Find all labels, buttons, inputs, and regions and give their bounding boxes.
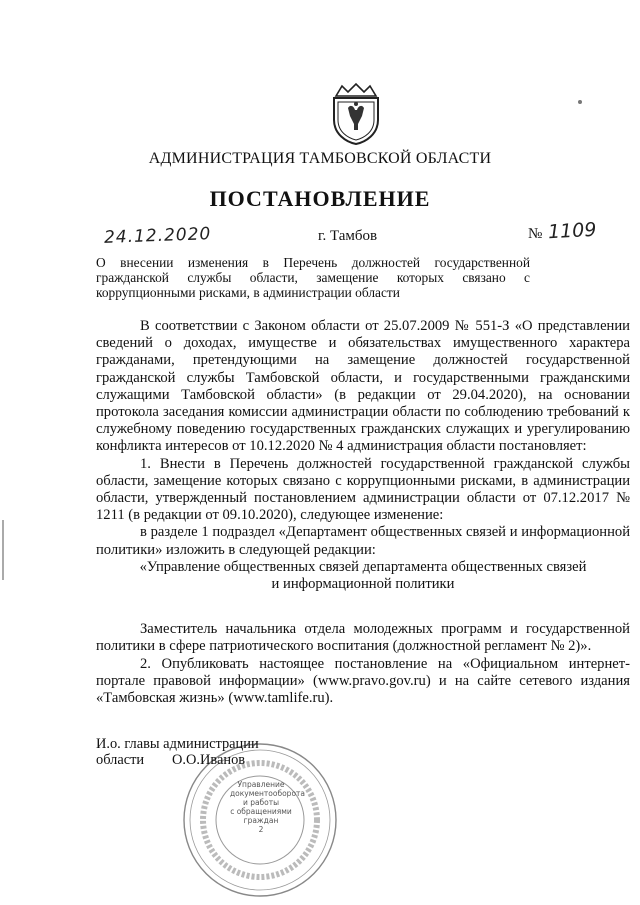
document-type-title: ПОСТАНОВЛЕНИЕ [209, 186, 431, 211]
item-2-paragraph: 2. Опубликовать настоящее постановление на «Официальном интернет-портале правовой информации» (www.pravo.gov.ru) и на сайте сетевого издания «Тамбовская жизнь» (www.tamlife.ru). [96, 655, 630, 707]
quote-heading-line-2: и информационной политики [271, 576, 455, 593]
quote-heading-line-1: «Управление общественных связей департамента общественных связей [139, 558, 587, 575]
document-number: 1109 [547, 218, 597, 244]
coat-of-arms-emblem [328, 82, 384, 146]
document-city: г. Тамбов [318, 228, 378, 244]
document-number-label: № [528, 226, 543, 242]
signature-title-line-2: области [96, 752, 145, 768]
document-date: 24.12.2020 [103, 224, 212, 248]
signatory-name: О.О.Иванов [172, 752, 246, 768]
item-1-sub-paragraph: в разделе 1 подраздел «Департамент общественных связей и информационной политики» изложить в следующей редакции: [96, 524, 630, 558]
scan-artifact-dot [578, 100, 582, 104]
seal-inner-text: Управление документооборота и работы с обращениями граждан 2 [230, 780, 305, 834]
document-body [96, 318, 630, 707]
scan-artifact-edge [2, 520, 4, 580]
item-1-paragraph: 1. Внести в Перечень должностей государственной гражданской службы области, замещение которых связано с коррупционными рисками, в администрации области, утвержденный постановлением администрации области от 07.12.2017 № 1211 (в редакции от 09.10.2020), следующее изменение: [96, 455, 630, 524]
signature-title-line-1: И.о. главы администрации [96, 736, 259, 752]
preamble-paragraph: В соответствии с Законом области от 25.07.2009 № 551-З «О представлении сведений о доходах, имуществе и обязательствах имущественного характера гражданами, претендующими на замещение должностей государственной гражданской службы Тамбовской области, и государственными гражданскими служащими Тамбовской области» (в редакции от 29.04.2020), на основании протокола заседания комиссии администрации области по соблюдению требований к служебному поведению государственных гражданских служащих и урегулированию конфликта интересов от 10.12.2020 № 4 администрация области постановляет: [96, 318, 630, 455]
administration-heading: АДМИНИСТРАЦИЯ ТАМБОВСКОЙ ОБЛАСТИ [148, 150, 492, 167]
quote-position-paragraph: Заместитель начальника отдела молодежных программ и государственной политики в сфере патриотического воспитания (должностной регламент № 2)». [96, 621, 630, 655]
document-subject: О внесении изменения в Перечень должностей государственной гражданской службы области, замещение которых связано с коррупционными рисками, в администрации области [96, 255, 530, 300]
